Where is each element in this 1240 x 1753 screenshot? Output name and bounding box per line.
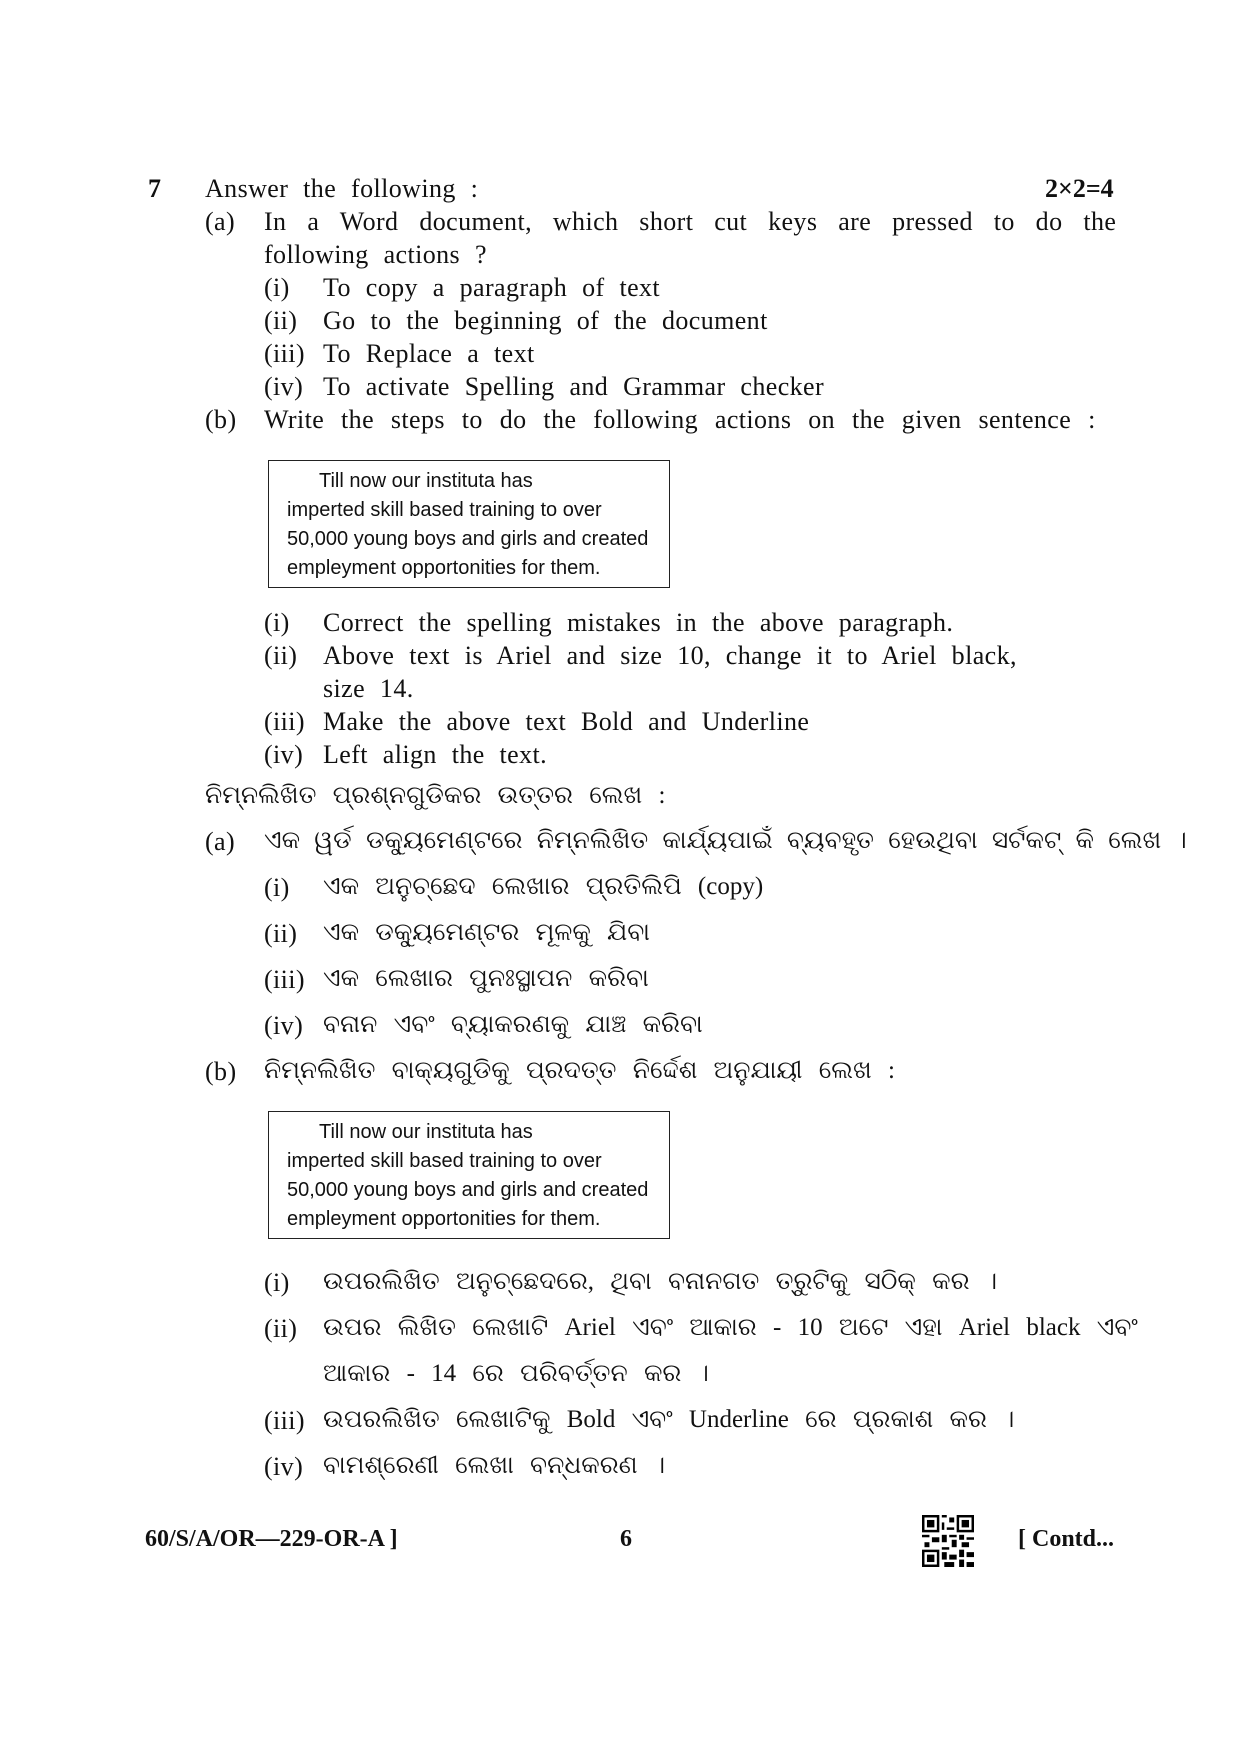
odia-b-item-text: ଉପରଲିଖିତ ଲେଖାଟିକୁ Bold ଏବଂ Underline ରେ ପ୍ରକାଶ କର । bbox=[323, 1406, 1015, 1433]
odia-part-a-text: ଏକ ୱର୍ଡ ଡକ୍ୟୁମେଣ୍ଟରେ ନିମ୍ନଲିଖିତ କାର୍ଯ୍ୟପାଇଁ ବ୍ୟବହୃତ ହେଉଥିବା ସର୍ଟକଟ୍ କି ଲେଖ । bbox=[264, 827, 1187, 854]
part-a-text-line2: following actions ? bbox=[264, 240, 487, 269]
box-line: Till now our instituta has bbox=[319, 470, 533, 492]
a-item-text: To Replace a text bbox=[323, 339, 535, 368]
box-line: 50,000 young boys and girls and created bbox=[287, 528, 649, 550]
odia-b-item-num: (ii) bbox=[264, 1314, 298, 1343]
odia-b-item-num: (iii) bbox=[264, 1406, 305, 1435]
odia-a-item-num: (i) bbox=[264, 873, 290, 902]
odia-a-item-text: ଏକ ଡକ୍ୟୁମେଣ୍ଟର ମୂଳକୁ ଯିବା bbox=[323, 919, 651, 946]
box-line: Till now our instituta has bbox=[319, 1121, 533, 1143]
odia-part-a-label: (a) bbox=[205, 827, 236, 856]
box-line: imperted skill based training to over bbox=[287, 499, 602, 521]
a-item-num: (ii) bbox=[264, 306, 298, 335]
b-item-num: (ii) bbox=[264, 641, 298, 670]
b-item-num: (i) bbox=[264, 608, 290, 637]
paper-code: 60/S/A/OR—229-OR-A ] bbox=[145, 1526, 398, 1552]
b-item-text: Above text is Ariel and size 10, change it to Ariel black, bbox=[323, 641, 1017, 670]
odia-a-item-num: (iv) bbox=[264, 1011, 304, 1040]
b-item-num: (iii) bbox=[264, 707, 305, 736]
a-item-text: To copy a paragraph of text bbox=[323, 273, 661, 302]
odia-a-item-text: ବନାନ ଏବଂ ବ୍ୟାକରଣକୁ ଯାଞ୍ଚ କରିବା bbox=[323, 1011, 703, 1038]
odia-part-b-label: (b) bbox=[205, 1057, 237, 1086]
question-marks: 2×2=4 bbox=[1045, 174, 1114, 203]
page-number: 6 bbox=[620, 1526, 632, 1552]
b-item-num: (iv) bbox=[264, 740, 304, 769]
sample-text-box bbox=[268, 460, 670, 588]
odia-a-item-num: (iii) bbox=[264, 965, 305, 994]
part-b-label: (b) bbox=[205, 405, 237, 434]
odia-part-b-text: ନିମ୍ନଲିଖିତ ବାକ୍ୟଗୁଡିକୁ ପ୍ରଦତ୍ତ ନିର୍ଦ୍ଦେଶ ଅନୁଯାୟୀ ଲେଖ : bbox=[264, 1057, 895, 1084]
part-a-text-line1: In a Word document, which short cut keys are pressed to do the bbox=[264, 207, 1117, 236]
part-b-text: Write the steps to do the following actions on the given sentence : bbox=[264, 405, 1096, 434]
odia-b-item-text: ଉପର ଲିଖିତ ଲେଖାଟି Ariel ଏବଂ ଆକାର - 10 ଅଟେ ଏହା Ariel black ଏବଂ bbox=[323, 1314, 1138, 1341]
b-item-text: Left align the text. bbox=[323, 740, 548, 769]
odia-b-item-num: (i) bbox=[264, 1268, 290, 1297]
continued-label: [ Contd... bbox=[1018, 1526, 1115, 1552]
odia-b-item-text-continued: ଆକାର - 14 ରେ ପରିବର୍ତ୍ତନ କର । bbox=[323, 1360, 709, 1387]
qr-code-icon bbox=[922, 1515, 974, 1567]
a-item-text: To activate Spelling and Grammar checker bbox=[323, 372, 825, 401]
b-item-text: Make the above text Bold and Underline bbox=[323, 707, 810, 736]
a-item-num: (i) bbox=[264, 273, 290, 302]
part-a-label: (a) bbox=[205, 207, 236, 236]
box-line: imperted skill based training to over bbox=[287, 1150, 602, 1172]
odia-a-item-text: ଏକ ଲେଖାର ପୁନଃସ୍ଥାପନ କରିବା bbox=[323, 965, 649, 992]
box-line: empleyment opportonities for them. bbox=[287, 1208, 601, 1230]
question-title: Answer the following : bbox=[205, 174, 479, 203]
odia-a-item-text: ଏକ ଅନୁଚ୍ଛେଦ ଲେଖାର ପ୍ରତିଲିପି (copy) bbox=[323, 873, 764, 900]
box-line: empleyment opportonities for them. bbox=[287, 557, 601, 579]
odia-title: ନିମ୍ନଲିଖିତ ପ୍ରଶ୍ନଗୁଡିକର ଉତ୍ତର ଲେଖ : bbox=[205, 782, 666, 809]
a-item-num: (iv) bbox=[264, 372, 304, 401]
odia-b-item-num: (iv) bbox=[264, 1452, 304, 1481]
a-item-text: Go to the beginning of the document bbox=[323, 306, 768, 335]
odia-a-item-num: (ii) bbox=[264, 919, 298, 948]
odia-b-item-text: ବାମଶ୍ରେଣୀ ଲେଖା ବନ୍ଧକରଣ । bbox=[323, 1452, 666, 1479]
b-item-text-continued: size 14. bbox=[323, 674, 414, 703]
odia-sample-text-box bbox=[268, 1111, 670, 1239]
box-line: 50,000 young boys and girls and created bbox=[287, 1179, 649, 1201]
question-number: 7 bbox=[148, 174, 161, 203]
odia-b-item-text: ଉପରଲିଖିତ ଅନୁଚ୍ଛେଦରେ, ଥିବା ବନାନଗତ ତ୍ରୁଟିକୁ ସଠିକ୍ କର । bbox=[323, 1268, 998, 1295]
a-item-num: (iii) bbox=[264, 339, 305, 368]
b-item-text: Correct the spelling mistakes in the above paragraph. bbox=[323, 608, 954, 637]
